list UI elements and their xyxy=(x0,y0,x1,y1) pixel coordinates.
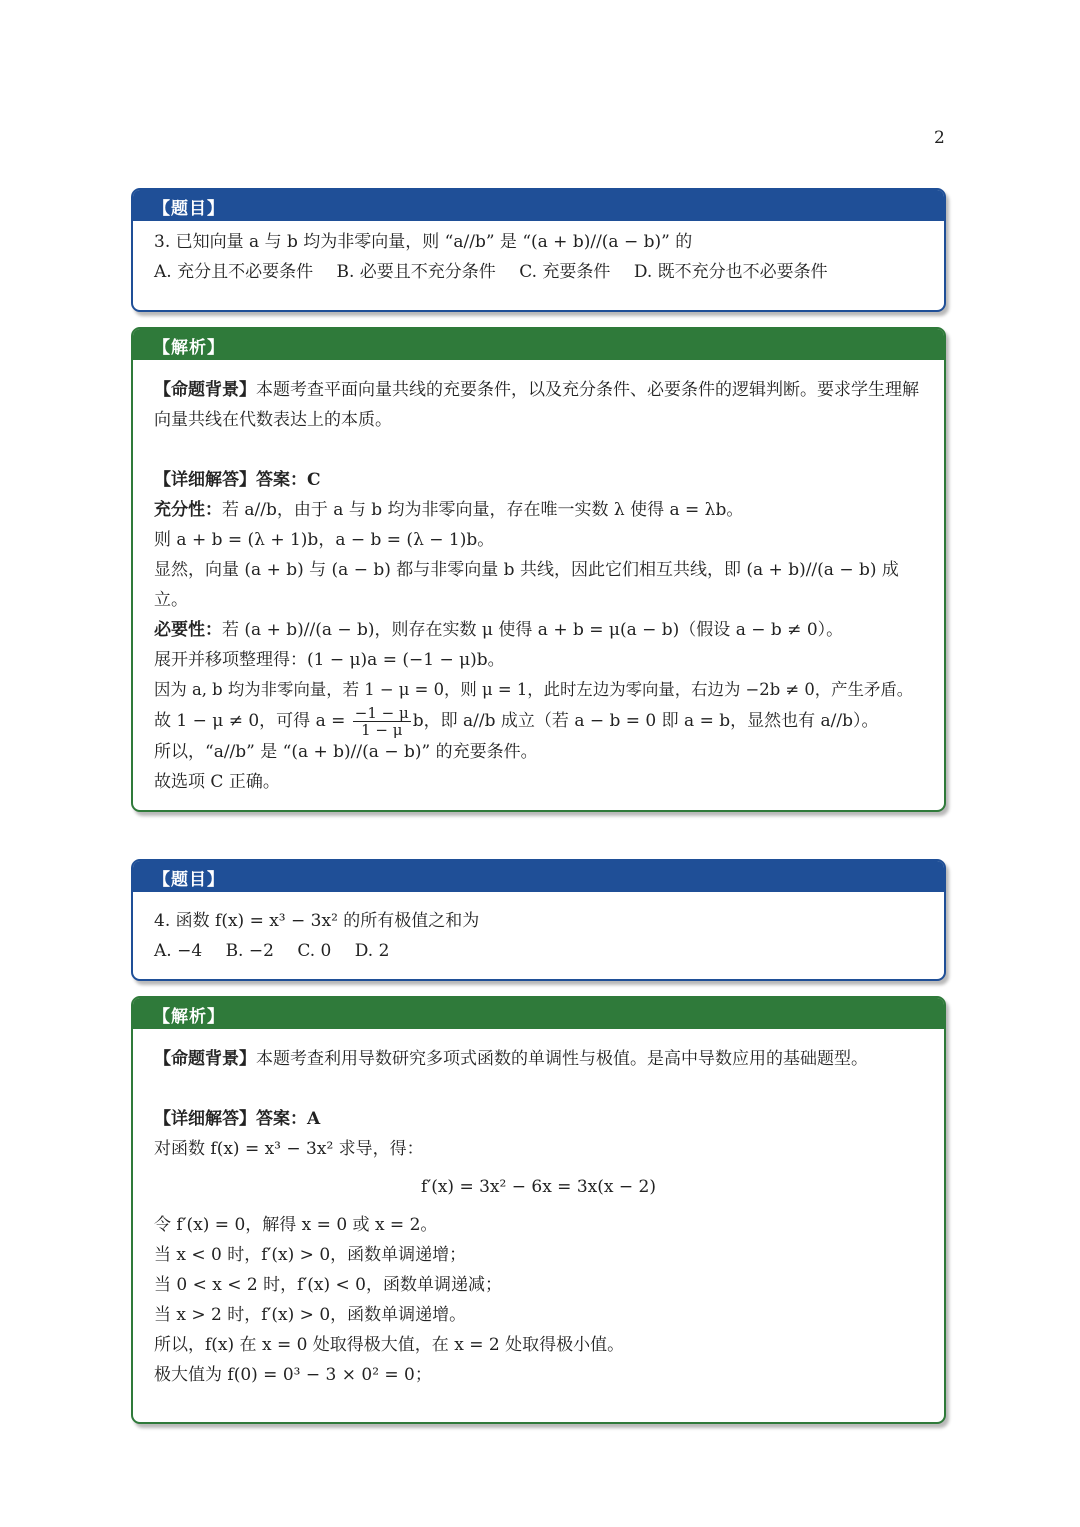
fraction: $\frac{-1 - \mu}{1 - \mu}$ xyxy=(354,704,409,739)
sufficiency-line: 充分性：若 a//b，由于 a 与 b 均为非零向量，存在唯一实数 λ 使得 a = λb。 xyxy=(154,500,744,520)
question-4-options xyxy=(154,936,923,966)
analysis-4-line-1: 对函数 f(x) = x³ − 3x² 求导，得： xyxy=(154,1139,424,1159)
question-4-box xyxy=(131,859,946,981)
analysis-3-line-8: 所以，“a//b” 是 “(a + b)//(a − b)” 的充要条件。 xyxy=(154,742,538,762)
analysis-3-line-9: 故选项 C 正确。 xyxy=(154,772,280,792)
analysis-4-header: 【解析】 xyxy=(133,998,944,1029)
derivative-equation: f′(x) = 3x² − 6x = 3x(x − 2) xyxy=(421,1177,656,1197)
analysis-3-header: 【解析】 xyxy=(133,329,944,360)
analysis-4-line-3: 当 x < 0 时，f′(x) > 0，函数单调递增； xyxy=(154,1245,467,1265)
analysis-3-box xyxy=(131,327,946,812)
analysis-4-line-4: 当 0 < x < 2 时，f′(x) < 0，函数单调递减； xyxy=(154,1275,503,1295)
necessity-label: 必要性： xyxy=(154,620,222,640)
background-text: 本题考查利用导数研究多项式函数的单调性与极值。是高中导数应用的基础题型。 xyxy=(256,1049,868,1069)
option-c: C. 0 xyxy=(297,941,332,961)
necessity-line: 必要性：若 (a + b)//(a − b)，则存在实数 μ 使得 a + b = μ(a − b)（假设 a − b ≠ 0）。 xyxy=(154,620,844,640)
analysis-4-line-5: 当 x > 2 时，f′(x) > 0，函数单调递增。 xyxy=(154,1305,467,1325)
question-3-header: 【题目】 xyxy=(133,190,944,221)
option-b: B. −2 xyxy=(225,941,274,961)
analysis-4-box xyxy=(131,996,946,1424)
analysis-3-line-5: 展开并移项整理得：(1 − μ)a = (−1 − μ)b。 xyxy=(154,650,505,670)
analysis-3-line-3: 显然，向量 (a + b) 与 (a − b) 都与非零向量 b 共线，因此它们相互共线，即 (a + b)//(a − b) 成立。 xyxy=(154,560,899,610)
background-label: 【命题背景】 xyxy=(154,1049,256,1069)
question-4-header: 【题目】 xyxy=(133,861,944,892)
analysis-3-line-6: 因为 a, b 均为非零向量，若 1 − μ = 0，则 μ = 1，此时左边为零向量，右边为 −2b ≠ 0，产生矛盾。 xyxy=(154,680,914,699)
background-label: 【命题背景】 xyxy=(154,380,256,400)
sufficiency-label: 充分性： xyxy=(154,500,222,520)
analysis-4-background xyxy=(154,1044,923,1074)
question-4-stem: 4. 函数 f(x) = x³ − 3x² 的所有极值之和为 xyxy=(154,911,480,931)
option-d: D. 既不充分也不必要条件 xyxy=(633,262,828,282)
option-b: B. 必要且不充分条件 xyxy=(336,262,496,282)
page-number: 2 xyxy=(934,128,945,148)
analysis-4-line-7: 极大值为 f(0) = 0³ − 3 × 0² = 0； xyxy=(154,1365,432,1385)
analysis-3-line-2: 则 a + b = (λ + 1)b，a − b = (λ − 1)b。 xyxy=(154,530,495,550)
analysis-4-line-6: 所以，f(x) 在 x = 0 处取得极大值，在 x = 2 处取得极小值。 xyxy=(154,1335,625,1355)
detail-label: 【详细解答】答案：C xyxy=(154,470,321,490)
question-3-stem: 3. 已知向量 a 与 b 均为非零向量，则 “a//b” 是 “(a + b)//(a − b)” 的 xyxy=(154,232,693,252)
option-a: A. −4 xyxy=(154,941,203,961)
detail-label: 【详细解答】答案：A xyxy=(154,1109,321,1129)
background-text: 本题考查平面向量共线的充要条件，以及充分条件、必要条件的逻辑判断。要求学生理解向量共线在代数表达上的本质。 xyxy=(154,380,919,430)
analysis-3-line-7: 故 1 − μ ≠ 0，可得 a = $\frac{-1 - \mu}{1 - \mu}$ b，即 a//b 成立（若 a − b = 0 即 a = b，显然也有 a//b）。 xyxy=(154,704,879,739)
analysis-4-line-2: 令 f′(x) = 0，解得 x = 0 或 x = 2。 xyxy=(154,1215,438,1235)
option-c: C. 充要条件 xyxy=(519,262,611,282)
question-3-box xyxy=(131,188,946,312)
analysis-3-background xyxy=(154,375,923,435)
option-a: A. 充分且不必要条件 xyxy=(154,262,314,282)
question-3-options xyxy=(154,257,923,287)
option-d: D. 2 xyxy=(354,941,390,961)
